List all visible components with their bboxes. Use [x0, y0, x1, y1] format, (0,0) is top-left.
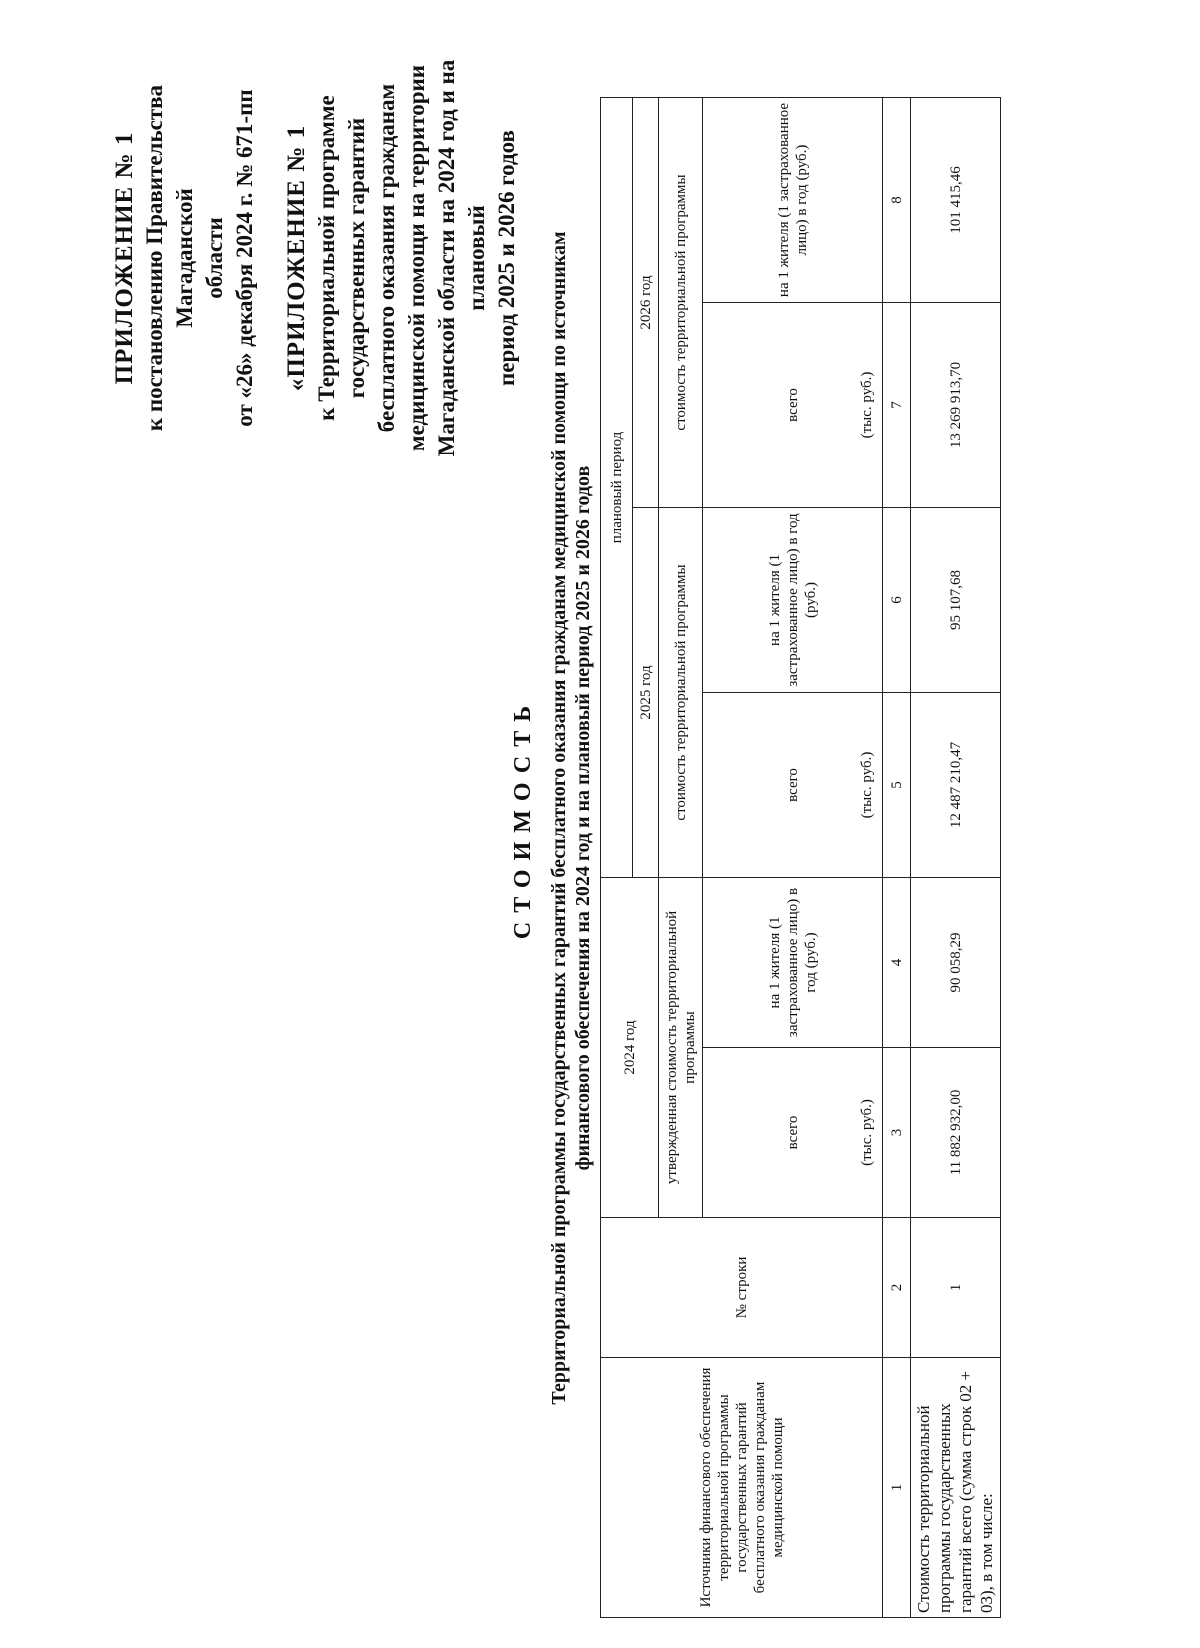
header-approved-cost: утвержденная стоимость территориальной программы — [659, 877, 703, 1217]
cost-table — [600, 97, 1001, 1618]
header-year-2026: 2026 год — [633, 97, 659, 507]
appendix-reference-line: к Территориальной программе — [314, 95, 339, 421]
column-number: 4 — [883, 877, 911, 1047]
unit-label: (тыс. руб.) — [859, 751, 875, 819]
header-per-resident-2024: на 1 жителя (1 застрахованное лицо) в год (руб.) — [703, 877, 883, 1047]
column-number: 3 — [883, 1048, 911, 1218]
column-number: 2 — [883, 1218, 911, 1358]
unit-label: (тыс. руб.) — [859, 371, 875, 439]
appendix-header — [110, 28, 522, 488]
appendix-title: ПРИЛОЖЕНИЕ № 1 — [111, 131, 138, 385]
header-total-2025: всего (тыс. руб.) — [703, 692, 883, 877]
appendix-date-line: от «26» декабря 2024 г. № 671-пп — [232, 89, 257, 427]
row-source: Стоимость территориальной программы государственных гарантий всего (сумма строк 02 + 03), в том числе: — [911, 1358, 1001, 1618]
column-number: 7 — [883, 302, 911, 507]
appendix-reference-line: Магаданской области на 2024 год и на плановый — [434, 59, 489, 457]
header-year-2024: 2024 год — [601, 877, 659, 1217]
unit-label: (тыс. руб.) — [859, 1099, 875, 1166]
appendix-line: к постановлению Правительства Магаданской — [142, 84, 197, 432]
row-total-2025: 12 487 210,47 — [911, 692, 1001, 877]
row-per-resident-2026: 101 415,46 — [911, 97, 1001, 302]
header-planned-period: плановый период — [601, 97, 633, 877]
header-program-cost-2026: стоимость территориальной программы — [659, 97, 703, 507]
appendix-reference-line: бесплатного оказания гражданам — [374, 83, 399, 433]
column-number: 5 — [883, 692, 911, 877]
column-number: 8 — [883, 97, 911, 302]
header-row-number: № строки — [601, 1218, 883, 1358]
column-number: 6 — [883, 507, 911, 692]
header-per-resident-2025: на 1 жителя (1 застрахованное лицо) в год (руб.) — [703, 507, 883, 692]
header-total-2024: всего (тыс. руб.) — [703, 1048, 883, 1218]
row-number: 1 — [911, 1218, 1001, 1358]
header-program-cost-2025: стоимость территориальной программы — [659, 507, 703, 877]
appendix-quoted-title: «ПРИЛОЖЕНИЕ № 1 — [283, 124, 310, 392]
document-subtitle: финансового обеспечения на 2024 год и на плановый период 2025 и 2026 годов — [572, 465, 594, 1171]
table-row — [911, 97, 1001, 1617]
document-subtitle: Территориальной программы государственных гарантий бесплатного оказания гражданам медицинской помощи по источникам — [548, 231, 570, 1405]
header-source: Источники финансового обеспечения территориальной программы государственных гарантий бесплатного оказания гражданам медицинской помощи — [601, 1358, 883, 1618]
appendix-line: области — [202, 217, 227, 299]
document-title: СТОИМОСТЬ — [510, 696, 536, 940]
row-per-resident-2025: 95 107,68 — [911, 507, 1001, 692]
document-title-block — [510, 78, 595, 1558]
header-per-resident-2026: на 1 жителя (1 застрахованное лицо) в год (руб.) — [703, 97, 883, 302]
column-number-row — [883, 97, 911, 1617]
row-total-2026: 13 269 913,70 — [911, 302, 1001, 507]
appendix-reference-line: медицинской помощи на территории — [404, 64, 429, 452]
header-year-2025: 2025 год — [633, 507, 659, 877]
row-per-resident-2024: 90 058,29 — [911, 877, 1001, 1047]
appendix-reference-line: государственных гарантий — [344, 117, 369, 399]
appendix-reference-line: период 2025 и 2026 годов — [494, 130, 519, 386]
row-total-2024: 11 882 932,00 — [911, 1048, 1001, 1218]
header-total-2026: всего (тыс. руб.) — [703, 302, 883, 507]
column-number: 1 — [883, 1358, 911, 1618]
